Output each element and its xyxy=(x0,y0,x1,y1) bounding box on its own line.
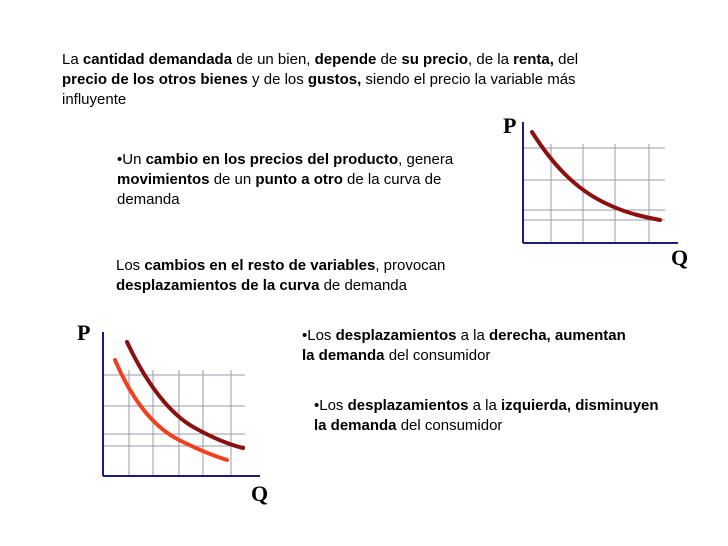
shifts-intro-run-3: desplazamientos de la curva xyxy=(116,277,320,294)
bullet-left-run-3: izquierda, xyxy=(501,397,572,414)
top-demand-graph xyxy=(515,120,705,250)
bottom-graph-q-label: Q xyxy=(251,481,269,506)
bullet-movement-run-5: punto a otro xyxy=(255,171,343,188)
shifts-intro-run-0: Los xyxy=(116,257,145,274)
bullet-right-run-5: aumentan la demanda xyxy=(302,327,626,364)
bullet-right-run-1: desplazamientos xyxy=(335,327,457,344)
bullet-movement-run-4: de un xyxy=(209,171,256,188)
bullet-movement-text xyxy=(117,150,497,210)
top-graph-q-label: Q xyxy=(671,245,689,270)
bottom-demand-graph xyxy=(95,330,275,480)
intro-run-1: cantidad demandada xyxy=(82,51,233,68)
shifts-intro-run-4: de demanda xyxy=(319,277,407,294)
bullet-movement-run-0: •Un xyxy=(117,151,146,168)
bullet-movement-run-1: cambio en los precios del producto xyxy=(145,151,399,168)
bullet-right-run-3: derecha, xyxy=(489,327,551,344)
bullet-right-run-6: del consumidor xyxy=(384,347,491,364)
intro-run-10: y de los xyxy=(247,71,308,88)
top-graph-p-label: P xyxy=(503,113,517,138)
bullet-left-run-5: disminuyen la demanda xyxy=(314,397,659,434)
bullet-movement-run-6: de la curva de demanda xyxy=(117,171,442,208)
intro-paragraph xyxy=(62,50,602,110)
bullet-shift-left-text xyxy=(314,396,674,436)
top-graph-grid xyxy=(523,144,665,243)
original-demand-curve xyxy=(127,342,243,448)
bullet-left-run-0: •Los xyxy=(314,397,348,414)
intro-run-11: gustos, xyxy=(307,71,362,88)
bullet-movement-run-3: movimientos xyxy=(117,171,210,188)
shifts-intro-run-1: cambios en el resto de variables xyxy=(144,257,376,274)
bullet-shift-right-text xyxy=(302,326,642,366)
bottom-graph-p-label: P xyxy=(77,320,91,345)
intro-run-7: renta, xyxy=(513,51,554,68)
intro-run-5: su precio xyxy=(401,51,469,68)
bullet-left-run-6: del consumidor xyxy=(396,417,503,434)
intro-run-0: La xyxy=(62,51,83,68)
intro-run-8: del xyxy=(553,51,579,68)
intro-run-2: de un bien, xyxy=(232,51,315,68)
bullet-movement-run-2: , genera xyxy=(398,151,454,168)
bullet-right-run-0: •Los xyxy=(302,327,336,344)
intro-run-6: , de la xyxy=(468,51,514,68)
intro-run-12: siendo el precio la variable más influyente xyxy=(62,71,576,108)
bullet-left-run-2: a la xyxy=(468,397,502,414)
intro-run-9: precio de los otros bienes xyxy=(62,71,248,88)
bullet-left-run-1: desplazamientos xyxy=(347,397,469,414)
shifts-intro-run-2: , provocan xyxy=(375,257,446,274)
bullet-right-run-2: a la xyxy=(456,327,490,344)
shifts-intro-text xyxy=(116,256,536,296)
intro-run-3: depende xyxy=(314,51,377,68)
intro-run-4: de xyxy=(376,51,402,68)
